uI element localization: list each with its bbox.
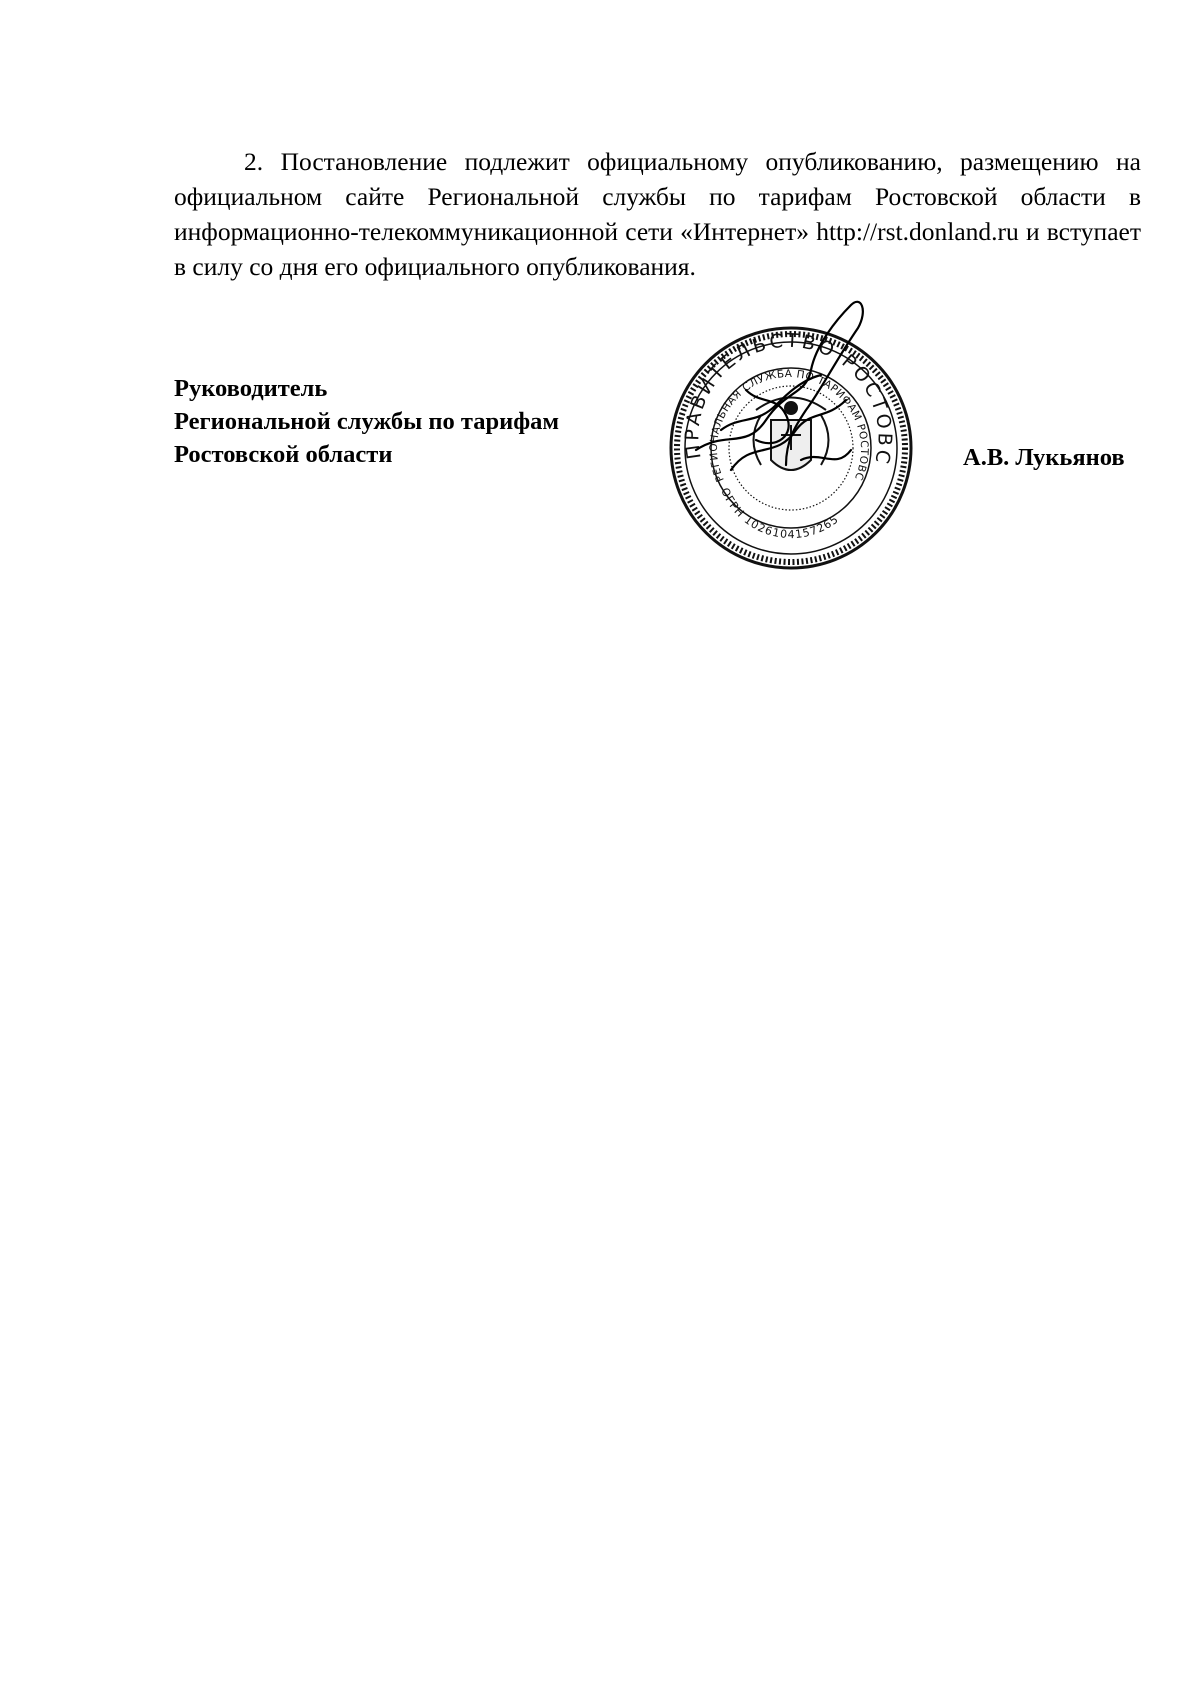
seal-ogrn-text: ОГРН 1026104157265 [718,485,842,542]
coat-of-arms-emblem [754,398,829,471]
signer-position-line-2: Региональной службы по тарифам [174,408,560,435]
svg-text:ОГРН 1026104157265 [718,486,841,541]
signer-position-line-1: Руководитель [174,375,328,402]
official-seal-with-signature [636,300,936,590]
paragraph-2: 2. Постановление подлежит официальному опубликованию, размещению на официальном сайте Региональной службы по тарифам Ростовской области в информационно-телекоммуникационной сети «Интернет» http://rst.donland.ru и вступает в силу со дня его официального опубликования. [174,147,1141,281]
signer-position-line-3: Ростовской области [174,441,393,468]
signature-block [174,372,559,471]
signer-name: А.В. Лукьянов [963,444,1125,471]
seal-outer-text: ПРАВИТЕЛЬСТВО РОСТОВС [681,329,896,469]
seal-inner-text: РЕГИОНАЛЬНАЯ СЛУЖБА ПО ТАРИФАМ РОСТОВС [707,368,871,484]
